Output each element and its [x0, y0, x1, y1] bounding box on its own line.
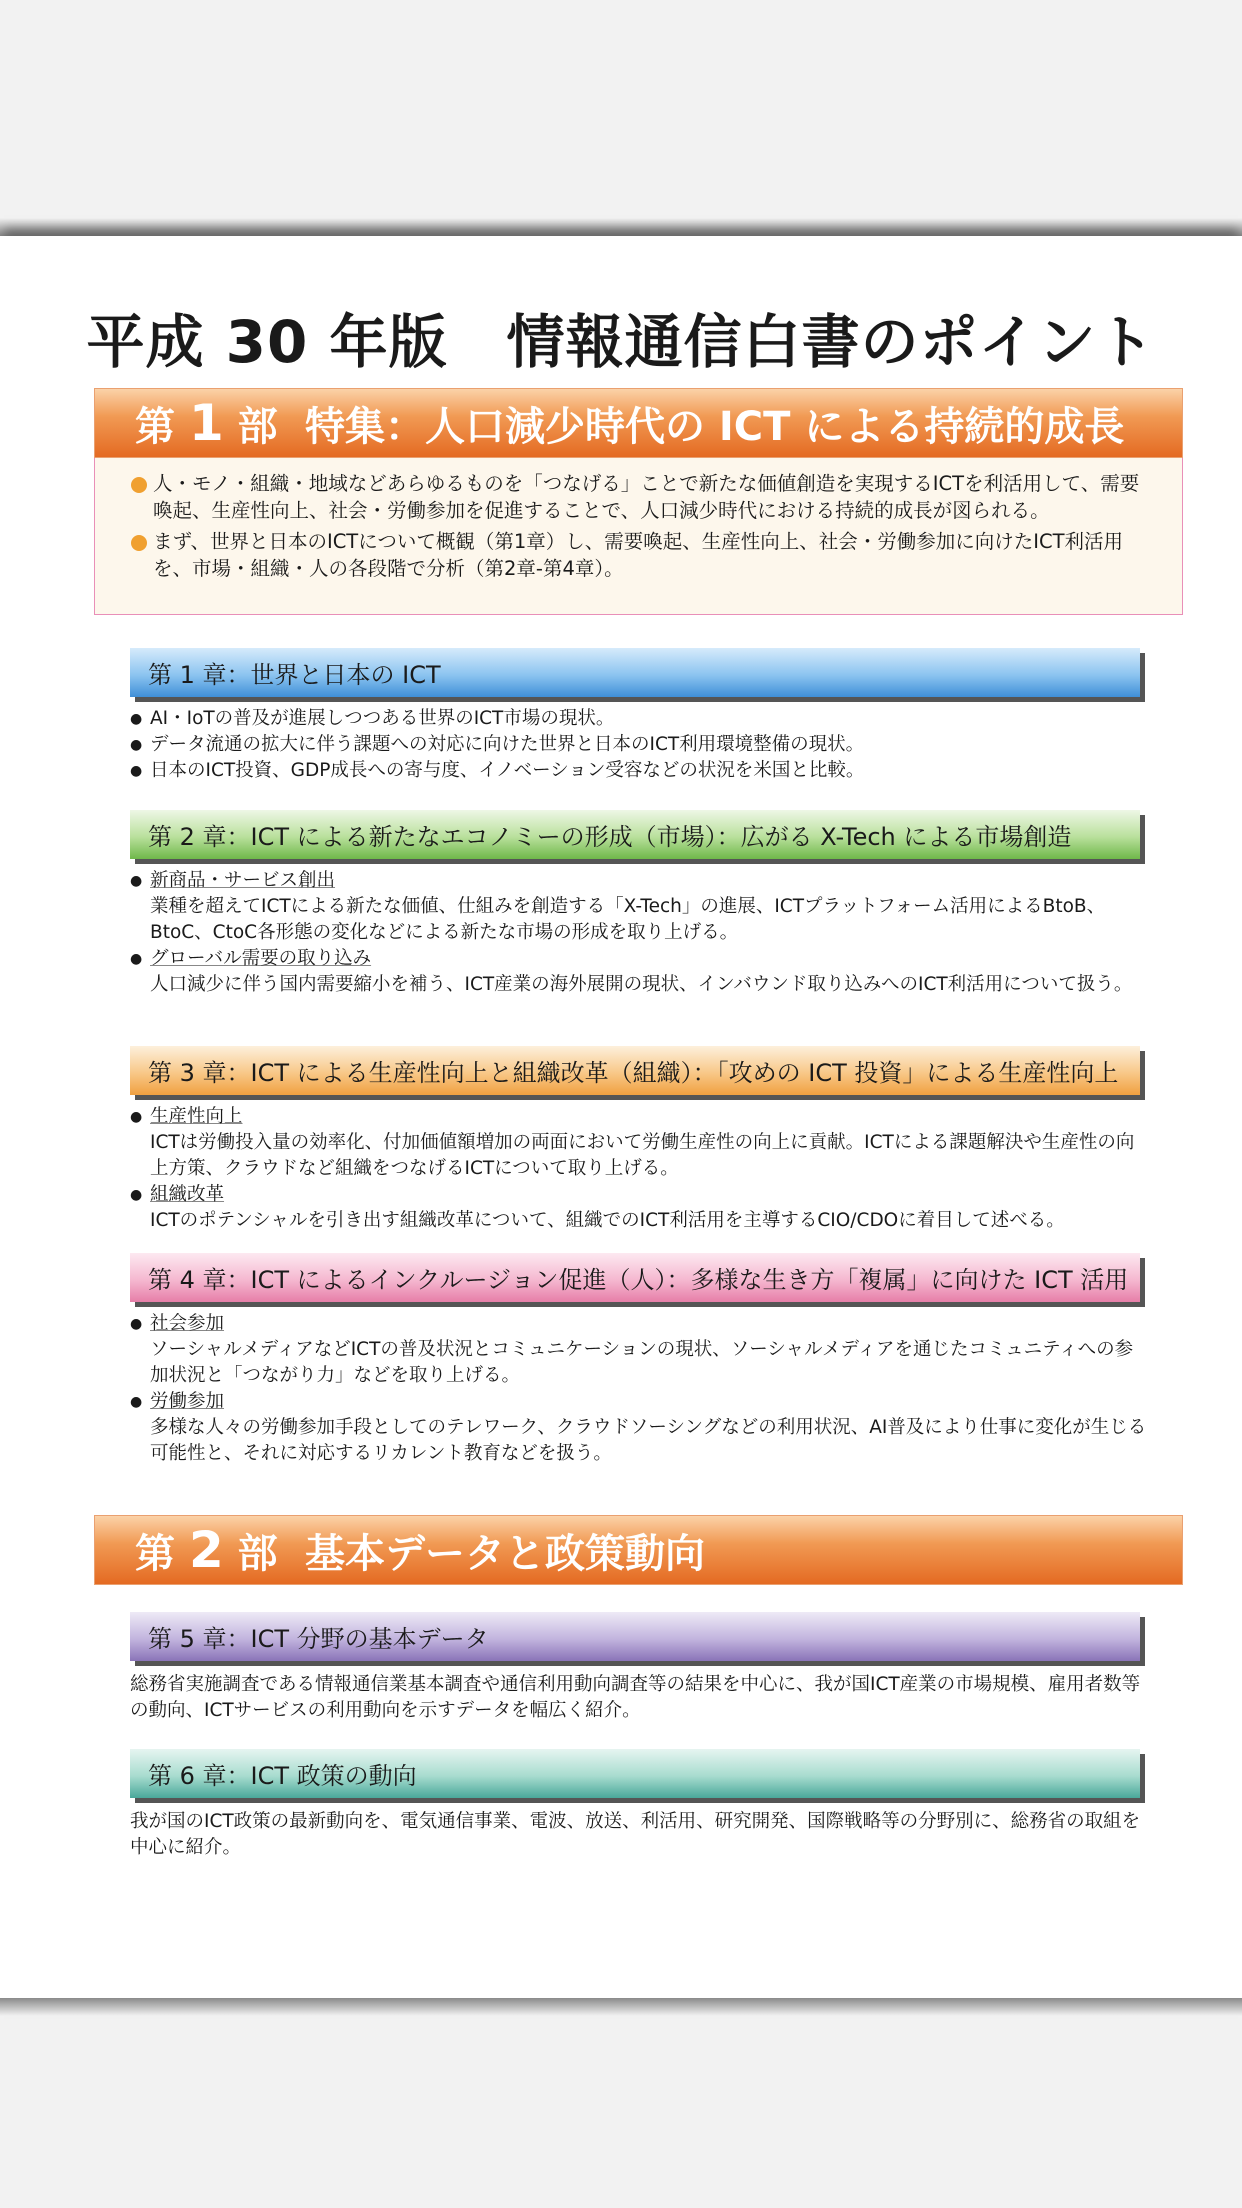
top-shadow [0, 218, 1242, 236]
chapter5-body: 総務省実施調査である情報通信業基本調査や通信利用動向調査等の結果を中心に、我が国ICT産業の市場規模、雇用者数等の動向、ICTサービスの利用動向を示すデータを幅広く紹介。 [130, 1674, 1141, 1721]
item-heading: ● 新商品・サービス創出 [130, 868, 1150, 894]
chapter4-header: 第 4 章：ICT によるインクルージョン促進（人）：多様な生き方「複属」に向けた ICT 活用 [130, 1253, 1140, 1302]
item-heading: ● 生産性向上 [130, 1104, 1150, 1130]
chapter6-body: 我が国のICT政策の最新動向を、電気通信事業、電波、放送、利活用、研究開発、国際戦略等の分野別に、総務省の取組を中心に紹介。 [130, 1811, 1141, 1858]
item-heading: ● 組織改革 [130, 1182, 1150, 1208]
summary-bullet: まず、世界と日本のICTについて概観（第1章）し、需要喚起、生産性向上、社会・労働参加に向けたICT利活用を、市場・組織・人の各段階で分析（第2章-第4章）。 [131, 528, 1152, 582]
list-item: ● データ流通の拡大に伴う課題への対応に向けた世界と日本のICT利用環境整備の現状。 [130, 732, 1150, 758]
part2-number: 第 2 部 [135, 1521, 278, 1579]
chapter1-body [130, 706, 1150, 784]
item-heading: ● グローバル需要の取り込み [130, 946, 1150, 972]
list-item: ● AI・IoTの普及が進展しつつある世界のICT市場の現状。 [130, 706, 1150, 732]
chapter2-header: 第 2 章：ICT による新たなエコノミーの形成（市場）：広がる X-Tech による市場創造 [130, 810, 1140, 859]
part2-header [94, 1515, 1183, 1585]
chapter3-header: 第 3 章：ICT による生産性向上と組織改革（組織）：「攻めの ICT 投資」による生産性向上 [130, 1046, 1140, 1095]
part1-header [94, 388, 1183, 458]
part1-number: 第 1 部 [135, 394, 278, 452]
part1-title: 特集：人口減少時代の ICT による持続的成長 [305, 403, 1125, 450]
chapter5-header: 第 5 章：ICT 分野の基本データ [130, 1612, 1140, 1661]
chapter6-header: 第 6 章：ICT 政策の動向 [130, 1749, 1140, 1798]
part2-title: 基本データと政策動向 [305, 1530, 705, 1577]
list-item: ● 日本のICT投資、GDP成長への寄与度、イノベーション受容などの状況を米国と比較。 [130, 758, 1150, 784]
item-text: 多様な人々の労働参加手段としてのテレワーク、クラウドソーシングなどの利用状況、AI普及により仕事に変化が生じる可能性と、それに対応するリカレント教育などを扱う。 [150, 1417, 1147, 1464]
item-text: ICTのポテンシャルを引き出す組織改革について、組織でのICT利活用を主導するCIO/CDOに着目して述べる。 [150, 1210, 1065, 1231]
chapter2-body [130, 868, 1150, 998]
item-text: 人口減少に伴う国内需要縮小を補う、ICT産業の海外展開の現状、インバウンド取り込みへのICT利活用について扱う。 [150, 974, 1133, 995]
item-text: 業種を超えてICTによる新たな価値、仕組みを創造する「X-Tech」の進展、ICTプラットフォーム活用によるBtoB、BtoC、CtoC各形態の変化などによる新たな市場の形成を取り上げる。 [150, 896, 1106, 943]
item-text: ICTは労働投入量の効率化、付加価値額増加の両面において労働生産性の向上に貢献。ICTによる課題解決や生産性の向上方策、クラウドなど組織をつなげるICTについて取り上げる。 [150, 1132, 1135, 1179]
bottom-shadow [0, 1998, 1242, 2016]
item-heading: ● 労働参加 [130, 1389, 1150, 1415]
chapter1-header: 第 1 章：世界と日本の ICT [130, 648, 1140, 697]
item-text: ソーシャルメディアなどICTの普及状況とコミュニケーションの現状、ソーシャルメディアを通じたコミュニティへの参加状況と「つながり力」などを取り上げる。 [150, 1339, 1134, 1386]
part1-summary [94, 458, 1183, 615]
chapter3-body [130, 1104, 1150, 1234]
summary-bullet: 人・モノ・組織・地域などあらゆるものを「つなげる」ことで新たな価値創造を実現するICTを利活用して、需要喚起、生産性向上、社会・労働参加を促進することで、人口減少時代における持続的成長が図られる。 [131, 470, 1152, 524]
chapter4-body [130, 1311, 1150, 1467]
item-heading: ● 社会参加 [130, 1311, 1150, 1337]
page-title: 平成 30 年版 情報通信白書のポイント [86, 308, 1156, 376]
